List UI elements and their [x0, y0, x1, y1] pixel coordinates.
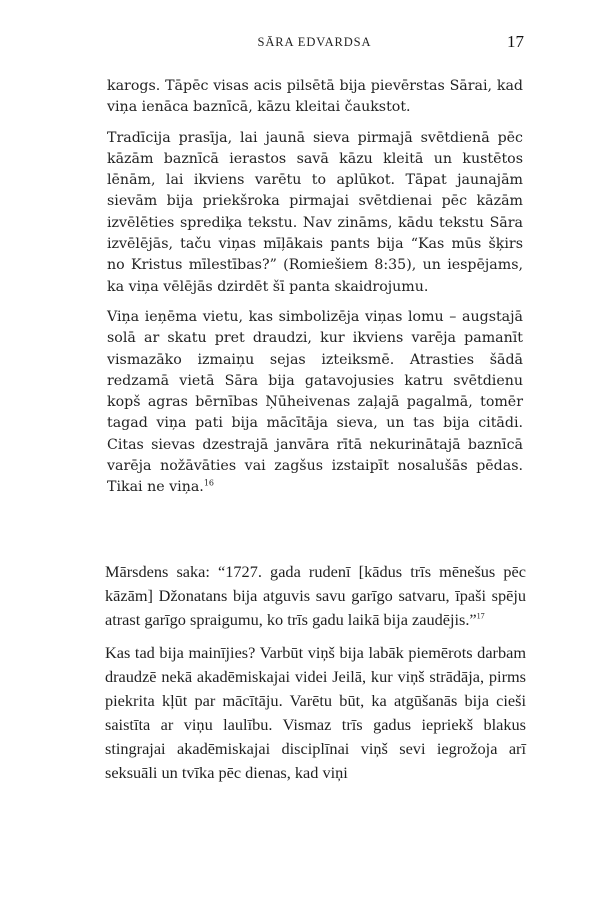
quote-paragraph-3-text: Viņa ieņēma vietu, kas simbolizēja viņas lomu – augstajā solā ar skatu pret draudzi, kur ikviens varēja pamanīt vismazāko izmaiņu sejas izteiksmē. Atrasties šādā redzamā vietā Sāra bija gatavojusies katru svētdienu kopš agras bērnības Ņūheivenas zaļajā pagalmā, tomēr tagad viņa pati bija mācītāja sieva, un tas bija citādi. Citas sievas dzestrajā janvāra rītā nekurinātajā baznīcā varēja nožāvāties vai zagšus izstaipīt nosalušās pēdas. Tikai ne viņa.	[107, 308, 523, 496]
quote-paragraph-2-text: Tradīcija prasīja, lai jaunā sieva pirmajā svētdienā pēc kāzām baznīcā ierastos savā kāzu kleitā un kustētos lēnām, lai ikviens varētu to aplūkot. Tāpat jaunajām sievām bija priekšroka pirmajai svētdienai pēc kāzām izvēlēties sprediķa tekstu. Nav zināms, kādu tekstu Sāra izvēlējās, taču viņas mīļākais pants bija “Kas mūs šķirs no Kristus mīlestības?” (Romiešiem 8:35), un iespējams, ka viņa vēlējās dzirdēt šī panta skaidrojumu.	[107, 129, 523, 295]
indented-quote-block	[107, 76, 523, 508]
page-number: 17	[507, 32, 524, 51]
running-title: SĀRA EDVARDSA	[257, 35, 372, 49]
quote-paragraph-3	[107, 307, 523, 499]
footnote-marker-16: 16	[203, 478, 214, 488]
body-paragraph-2	[105, 641, 526, 785]
main-text-block	[105, 560, 526, 794]
quote-paragraph-1	[107, 76, 523, 119]
page-header	[105, 32, 524, 54]
quote-paragraph-1-text: karogs. Tāpēc visas acis pilsētā bija pievērstas Sārai, kad viņa ienāca baznīcā, kāzu kleitai čaukstot.	[107, 78, 523, 116]
body-paragraph-1-text: Mārsdens saka: “1727. gada rudenī [kādus trīs mēnešus pēc kāzām] Džonatans bija atguvis savu garīgo satvaru, īpaši spēju atrast garīgo spraigumu, ko trīs gadu laikā bija zaudējis.”	[105, 562, 526, 629]
footnote-marker-17: 17	[476, 611, 485, 621]
body-paragraph-2-text: Kas tad bija mainījies? Varbūt viņš bija labāk piemērots darbam draudzē nekā akadēmiskajai videi Jeilā, kur viņš strādāja, pirms piekrita kļūt par mācītāju. Varētu būt, ka atgūšanās bija cieši saistīta ar viņu laulību. Vismaz trīs gadus iepriekš blakus stingrajai akadēmiskajai disciplīnai viņš sevi iegrožoja arī seksuāli un tvīka pēc dienas, kad viņi	[105, 643, 526, 782]
body-paragraph-1	[105, 560, 526, 632]
quote-paragraph-2	[107, 128, 523, 298]
